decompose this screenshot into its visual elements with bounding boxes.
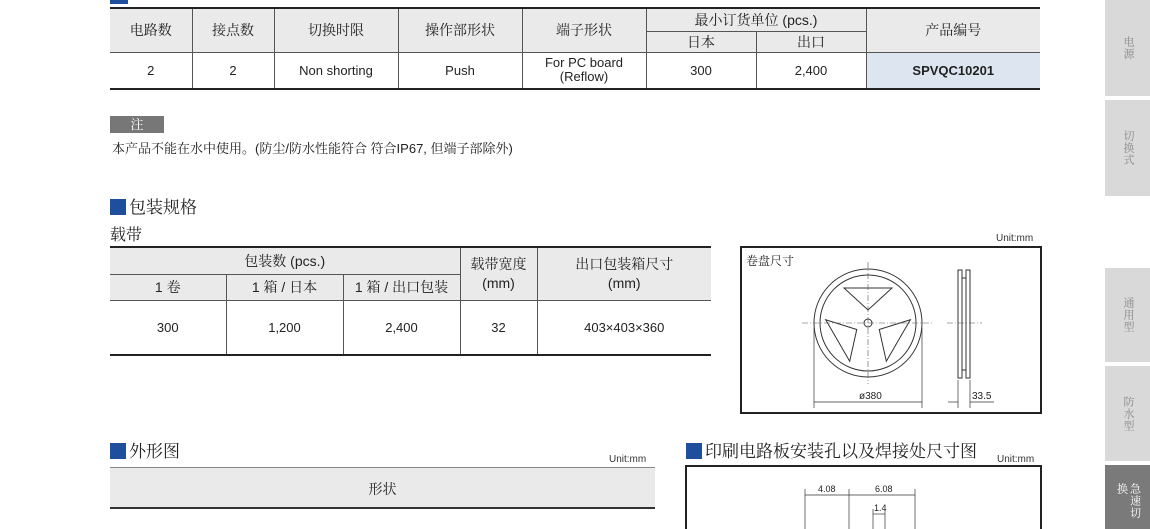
heading-marker: [110, 0, 128, 4]
cell-export-box-size: 403×403×360: [537, 300, 711, 355]
packaging-title: 包装规格: [129, 198, 197, 217]
export-box-size-unit: (mm): [607, 274, 641, 291]
header-terminal: 端子形状: [522, 8, 646, 52]
pcb-unit: Unit:mm: [997, 454, 1035, 465]
table-row: [110, 300, 711, 355]
side-tab-general[interactable]: [1105, 268, 1150, 362]
pcb-heading: [686, 442, 977, 462]
cell-box-export: 2,400: [343, 300, 460, 355]
cell-contacts: 2: [192, 52, 274, 89]
cell-switching: Non shorting: [274, 52, 398, 89]
reel-drawing: [742, 248, 1040, 412]
header-switching: 切换时限: [274, 8, 398, 52]
terminal-line2: (Reflow): [559, 69, 609, 85]
side-tab-quick-switch[interactable]: [1105, 465, 1150, 529]
side-tab-label: 切换式: [1122, 130, 1134, 166]
section-marker: [110, 443, 126, 459]
side-tab-label: 急速切换: [1115, 483, 1141, 519]
side-tab-waterproof[interactable]: [1105, 366, 1150, 461]
pcb-dim-3: 1.4: [874, 503, 887, 513]
packaging-table: [110, 246, 711, 356]
pcb-diagram: [685, 465, 1042, 529]
outline-heading: [110, 442, 180, 462]
header-qty: 包装数 (pcs.): [110, 247, 460, 274]
terminal-line1: For PC board: [544, 55, 624, 71]
section-marker: [686, 443, 702, 459]
packaging-subtitle: 载带: [110, 227, 143, 244]
side-tabs: [1105, 0, 1150, 529]
side-tab-switch[interactable]: [1105, 100, 1150, 196]
reel-width-label: 33.5: [972, 391, 992, 402]
pcb-drawing: [687, 467, 1040, 529]
header-box-export: 1 箱 / 出口包装: [343, 274, 460, 300]
header-box-japan: 1 箱 / 日本: [226, 274, 343, 300]
tape-width-label: 载带宽度: [470, 255, 527, 272]
pcb-title: 印刷电路板安装孔以及焊接处尺寸图: [705, 442, 977, 461]
product-table: [110, 7, 1040, 90]
tape-width-unit: (mm): [482, 274, 515, 291]
side-tab-label: 电源: [1122, 36, 1134, 60]
reel-diagram: [740, 246, 1042, 414]
header-contacts: 接点数: [192, 8, 274, 52]
cell-tape-width: 32: [460, 300, 537, 355]
section-marker: [110, 199, 126, 215]
header-reel: 1 卷: [110, 274, 226, 300]
header-min-order: 最小订货单位 (pcs.): [646, 8, 866, 31]
side-tab-label: 防水型: [1122, 395, 1134, 432]
reel-diagram-title: 卷盘尺寸: [746, 254, 795, 268]
outline-shape-bar: 形状: [110, 467, 655, 509]
header-operating-shape: 操作部形状: [398, 8, 522, 52]
cell-japan: 300: [646, 52, 756, 89]
cell-terminal: [522, 52, 646, 89]
cell-reel: 300: [110, 300, 226, 355]
pcb-dim-2: 6.08: [875, 484, 893, 494]
packaging-heading: [110, 198, 197, 218]
cell-export: 2,400: [756, 52, 866, 89]
reel-diameter-label: ø380: [859, 391, 882, 402]
export-box-size-label: 出口包装箱尺寸: [575, 255, 674, 272]
cell-circuits: 2: [110, 52, 192, 89]
header-product-no: 产品编号: [866, 8, 1040, 52]
cell-operating-shape: Push: [398, 52, 522, 89]
pcb-dim-1: 4.08: [818, 484, 836, 494]
note-tag: 注: [110, 116, 164, 133]
header-export-box-size: [537, 247, 711, 300]
header-tape-width: [460, 247, 537, 300]
outline-title: 外形图: [129, 442, 180, 461]
reel-unit: Unit:mm: [996, 233, 1034, 244]
outline-unit: Unit:mm: [609, 454, 647, 465]
cell-box-japan: 1,200: [226, 300, 343, 355]
header-circuits: 电路数: [110, 8, 192, 52]
side-tab-power[interactable]: [1105, 0, 1150, 96]
header-japan: 日本: [646, 31, 756, 52]
table-row: [110, 52, 1040, 89]
note-text: 本产品不能在水中使用。(防尘/防水性能符合 符合IP67, 但端子部除外): [112, 141, 513, 156]
cell-product-no[interactable]: SPVQC10201: [866, 52, 1040, 89]
header-export: 出口: [756, 31, 866, 52]
side-tab-label: 通用型: [1122, 297, 1134, 333]
